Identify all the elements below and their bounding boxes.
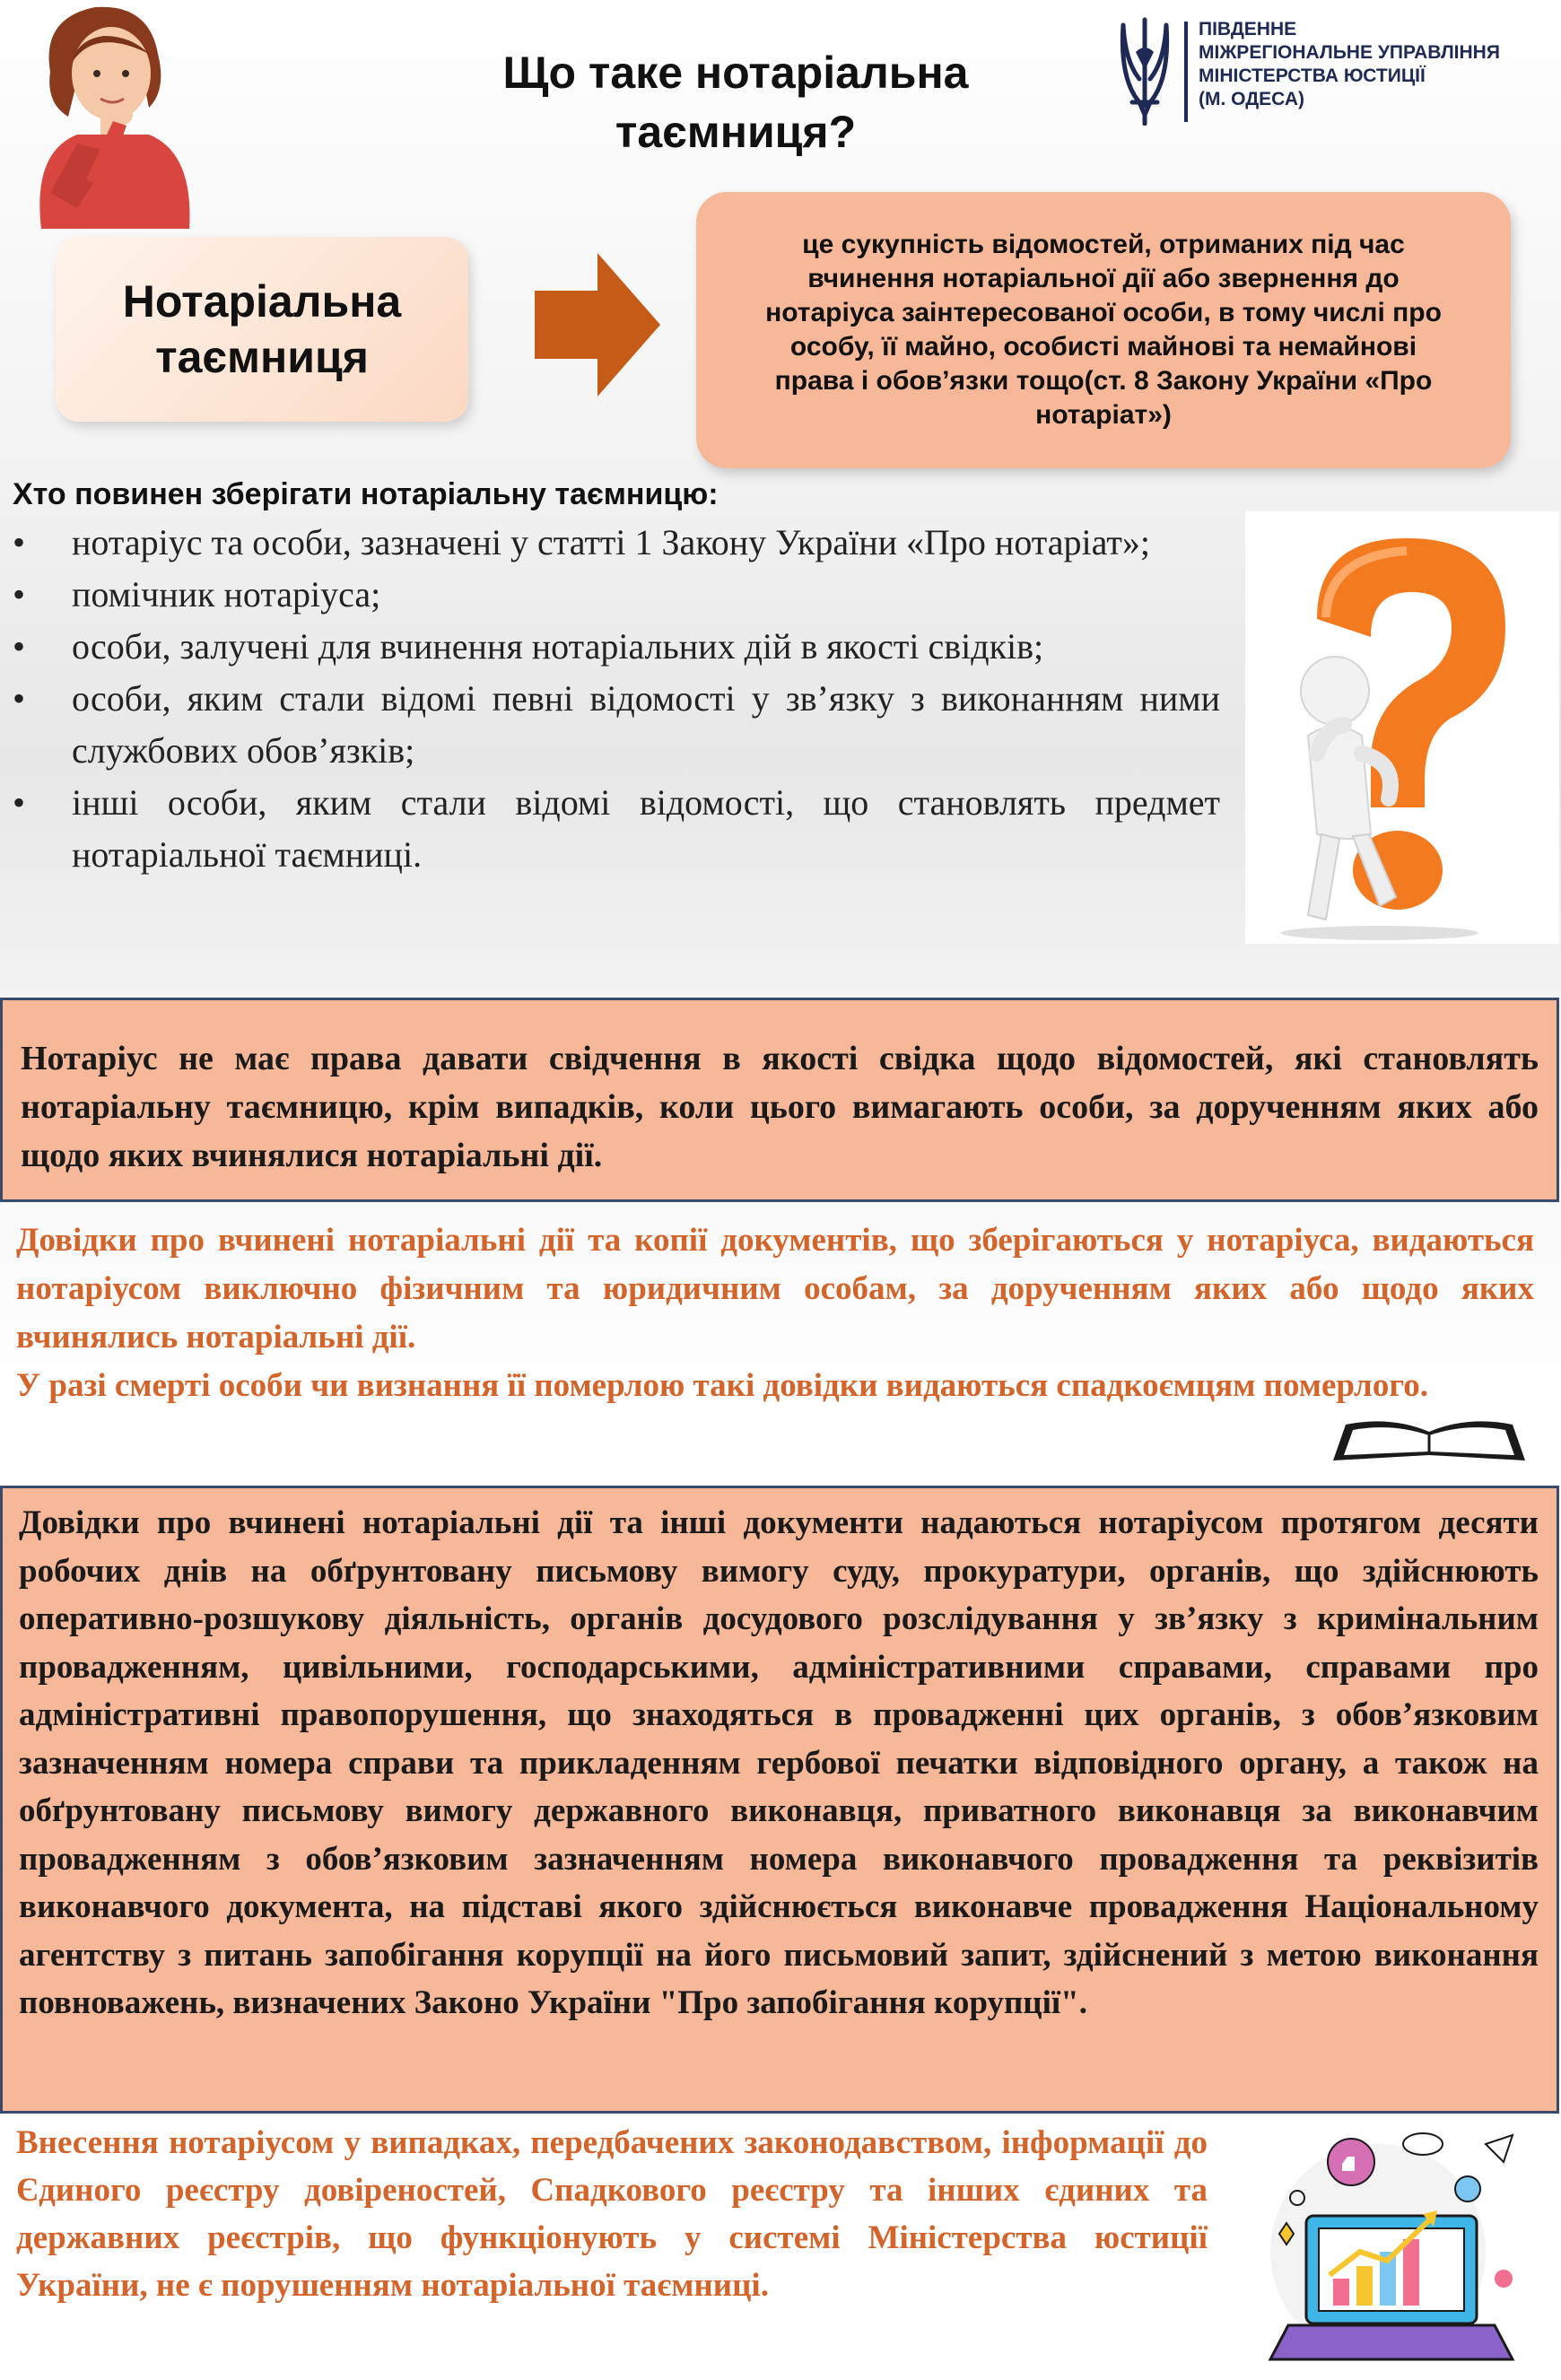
analytics-laptop-illustration [1243,2117,1539,2377]
ministry-line-1: ПІВДЕННЕ [1199,19,1297,39]
definition-text: це сукупність відомостей, отриманих під час вчинення нотаріальної дії або звернення до нотаріуса заінтересованої особи, в тому числі про особу, її майно, особисті майнові та немайнові права і обов’язки тощо(ст. 8 Закону України «Про нотаріат») [765,230,1442,430]
question-mark-figure-illustration [1245,511,1559,944]
ministry-line-2: МІЖРЕГІОНАЛЬНЕ УПРАВЛІННЯ [1199,42,1500,63]
right-arrow-icon [535,253,660,397]
witness-rule-box [0,998,1559,1202]
ministry-name [1199,18,1500,111]
list-item: • нотаріус та особи, зазначені у статті 1 Закону України «Про нотаріат»; [13,517,1220,569]
list-item: • особи, залучені для вчинення нотаріальних дій в якості свідків; [13,621,1220,673]
who-list [13,517,1220,881]
certificates-paragraph-1: Довідки про вчинені нотаріальні дії та копії документів, що зберігаються у нотаріуса, видаються нотаріусом виключно фізичним та юридичним особам, за дорученням яких або щодо яких вчинялись нотаріальні дії. [16,1222,1534,1356]
requests-box [0,1486,1559,2114]
ministry-logo [1112,16,1561,133]
certificates-paragraph-2: У разі смерті особи чи визнання її померлою такі довідки видаються спадкоємцям померлого. [16,1367,1428,1404]
requests-text: Довідки про вчинені нотаріальні дії та інші документи надаються нотаріусом протягом десяти робочих днів на обґрунтовану письмову вимогу суду, прокуратури, органів, що здійснюють оперативно-розшукову діяльність, органів досудового розслідування у зв’язку з кримінальним провадженням, цивільними, господарськими, адміністративними справами, справами про адміністративні правопорушення, що знаходяться в провадженні цих органів, з обов’язковим зазначенням номера справи та прикладенням гербової печатки відповідного органу, а також на обґрунтовану письмову вимогу державного виконавця, приватного виконавця за виконавчим провадженням з обов’язковим зазначенням номера виконавчого провадження та реквізитів виконавчого документа, на підставі якого здійснюється виконавче провадження Національному агентству з питань запобігання корупції на його письмовий запит, здійснений з метою виконання повноважень, визначених Законо України "Про запобігання корупції". [19,1504,1539,2021]
page-title: Що таке нотаріальна таємниця? [502,48,969,157]
thinking-woman-illustration [14,0,212,229]
ministry-line-3: МІНІСТЕРСТВА ЮСТИЦІЇ [1199,65,1426,86]
certificates-section [16,1216,1534,1410]
who-heading: Хто повинен зберігати нотаріальну таємницю: [13,477,719,511]
witness-rule-text: Нотаріус не має права давати свідчення в якості свідка щодо відомостей, які становлять нотаріальну таємницю, крім випадків, коли цього вимагають особи, за дорученням яких або щодо яких вчинялися нотаріальні дії. [21,1040,1539,1174]
logo-divider [1184,22,1188,122]
list-item: • помічник нотаріуса; [13,569,1220,621]
term-label: Нотаріальна таємниця [122,276,402,382]
list-item: • інші особи, яким стали відомі відомості, що становлять предмет нотаріальної таємниці. [13,777,1220,881]
definition-box [696,192,1511,468]
registry-paragraph: Внесення нотаріусом у випадках, передбачених законодавством, інформації до Єдиного реєстру довіреностей, Спадкового реєстру та інших єдиних та державних реєстрів, що функціонують у системі Міністерства юстиції України, не є порушенням нотаріальної таємниці. [16,2124,1208,2304]
trident-emblem-icon [1112,16,1177,126]
ministry-line-4: (М. ОДЕСА) [1199,89,1304,109]
term-box [56,237,468,422]
list-item: • особи, яким стали відомі певні відомості у зв’язку з виконанням ними службових обов’язків; [13,673,1220,777]
open-book-icon [1328,1416,1530,1466]
